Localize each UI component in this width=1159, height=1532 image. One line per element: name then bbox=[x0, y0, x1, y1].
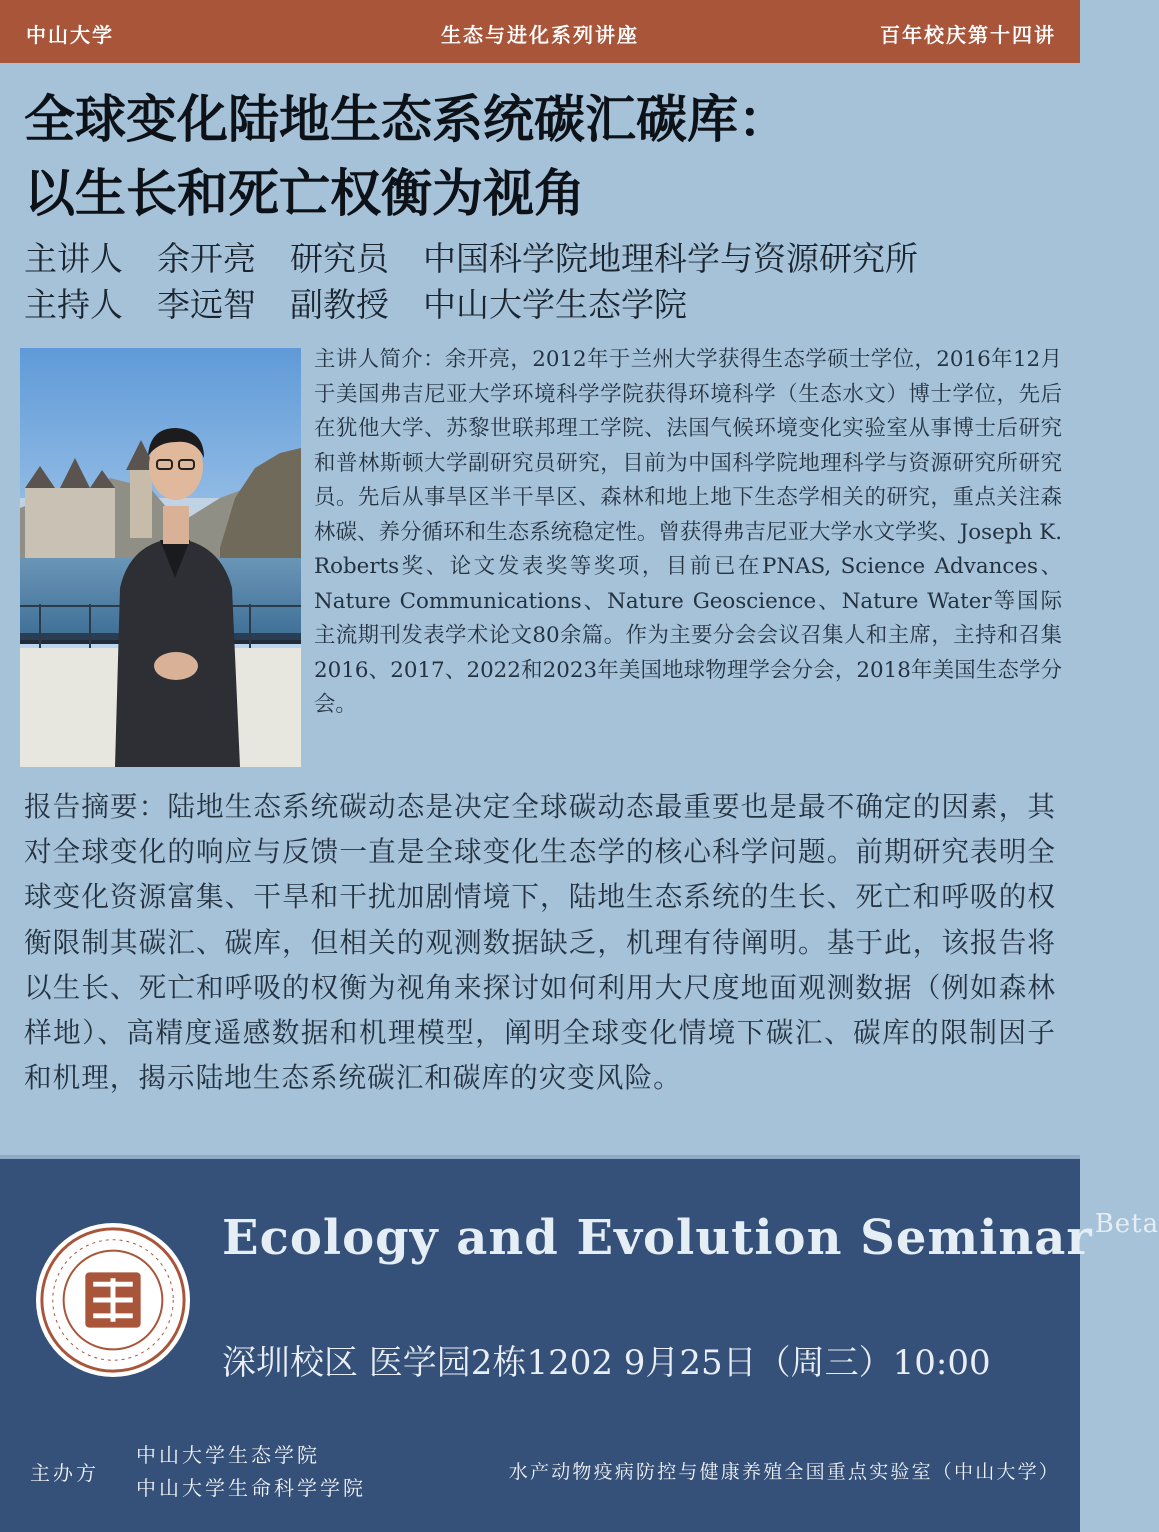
seminar-title-text: Ecology and Evolution Seminar bbox=[222, 1210, 1093, 1266]
speaker-affiliation: 中国科学院地理科学与资源研究所 bbox=[423, 239, 918, 278]
header-bar bbox=[0, 0, 1080, 63]
school-seal-logo bbox=[34, 1221, 192, 1379]
speaker-position: 研究员 bbox=[290, 239, 389, 278]
title-line-2: 以生长和死亡权衡为视角 bbox=[24, 165, 586, 224]
header-university: 中山大学 bbox=[26, 23, 114, 47]
page-title bbox=[24, 84, 1064, 232]
host-label: 主办方 bbox=[30, 1461, 99, 1485]
seminar-title bbox=[222, 1209, 1159, 1266]
host-school-ecology: 中山大学生态学院 bbox=[136, 1443, 320, 1467]
header-lecture-number: 百年校庆第十四讲 bbox=[880, 23, 1056, 47]
chair-row bbox=[24, 282, 1064, 328]
talk-abstract: 报告摘要：陆地生态系统碳动态是决定全球碳动态最重要也是最不确定的因素，其对全球变化的响应与反馈一直是全球变化生态学的核心科学问题。前期研究表明全球变化资源富集、干旱和干扰加剧情境下，陆地生态系统的生长、死亡和呼吸的权衡限制其碳汇、碳库，但相关的观测数据缺乏，机理有待阐明。基于此，该报告将以生长、死亡和呼吸的权衡为视角来探讨如何利用大尺度地面观测数据（例如森林样地）、高精度遥感数据和机理模型，阐明全球变化情境下碳汇、碳库的限制因子和机理，揭示陆地生态系统碳汇和碳库的灾变风险。 bbox=[24, 790, 1056, 1095]
speaker-name: 余开亮 bbox=[157, 239, 256, 278]
speaker-photo-illustration bbox=[20, 348, 301, 767]
title-line-1: 全球变化陆地生态系统碳汇碳库： bbox=[24, 91, 790, 150]
venue-time: 深圳校区 医学园2栋1202 9月25日（周三）10:00 bbox=[222, 1343, 991, 1383]
footer-panel bbox=[0, 1155, 1159, 1532]
speaker-photo bbox=[20, 348, 301, 767]
speaker-bio: 主讲人简介：余开亮，2012年于兰州大学获得生态学硕士学位，2016年12月于美国弗吉尼亚大学环境科学学院获得环境科学（生态水文）博士学位，先后在犹他大学、苏黎世联邦理工学院、法国气候环境变化实验室从事博士后研究和普林斯顿大学副研究员研究，目前为中国科学院地理科学与资源研究所研究员。先后从事旱区半干旱区、森林和地上地下生态学相关的研究，重点关注森林碳、养分循环和生态系统稳定性。曾获得弗吉尼亚大学水文学奖、Joseph K. Roberts奖、论文发表奖等奖项，目前已在PNAS, Science Advances、Nature Communications、Nature Geoscience、Nature Water等国际主流期刊发表学术论文80余篇。作为主要分会会议召集人和主席，主持和召集2016、2017、2022和2023年美国地球物理学会分会，2018年美国生态学分会。 bbox=[314, 347, 1062, 717]
host-list bbox=[136, 1439, 366, 1505]
speaker-role: 主讲人 bbox=[24, 239, 123, 278]
chair-affiliation: 中山大学生态学院 bbox=[423, 285, 687, 324]
speaker-row bbox=[24, 236, 1064, 282]
host-key-laboratory: 水产动物疫病防控与健康养殖全国重点实验室（中山大学） bbox=[508, 1461, 1060, 1483]
people-block bbox=[24, 236, 1064, 328]
chair-position: 副教授 bbox=[290, 285, 389, 324]
chair-role: 主持人 bbox=[24, 285, 123, 324]
header-series: 生态与进化系列讲座 bbox=[441, 23, 639, 47]
chair-name: 李远智 bbox=[157, 285, 256, 324]
seminar-beta-label: Beta bbox=[1094, 1209, 1159, 1239]
host-school-life-sciences: 中山大学生命科学学院 bbox=[136, 1476, 366, 1500]
